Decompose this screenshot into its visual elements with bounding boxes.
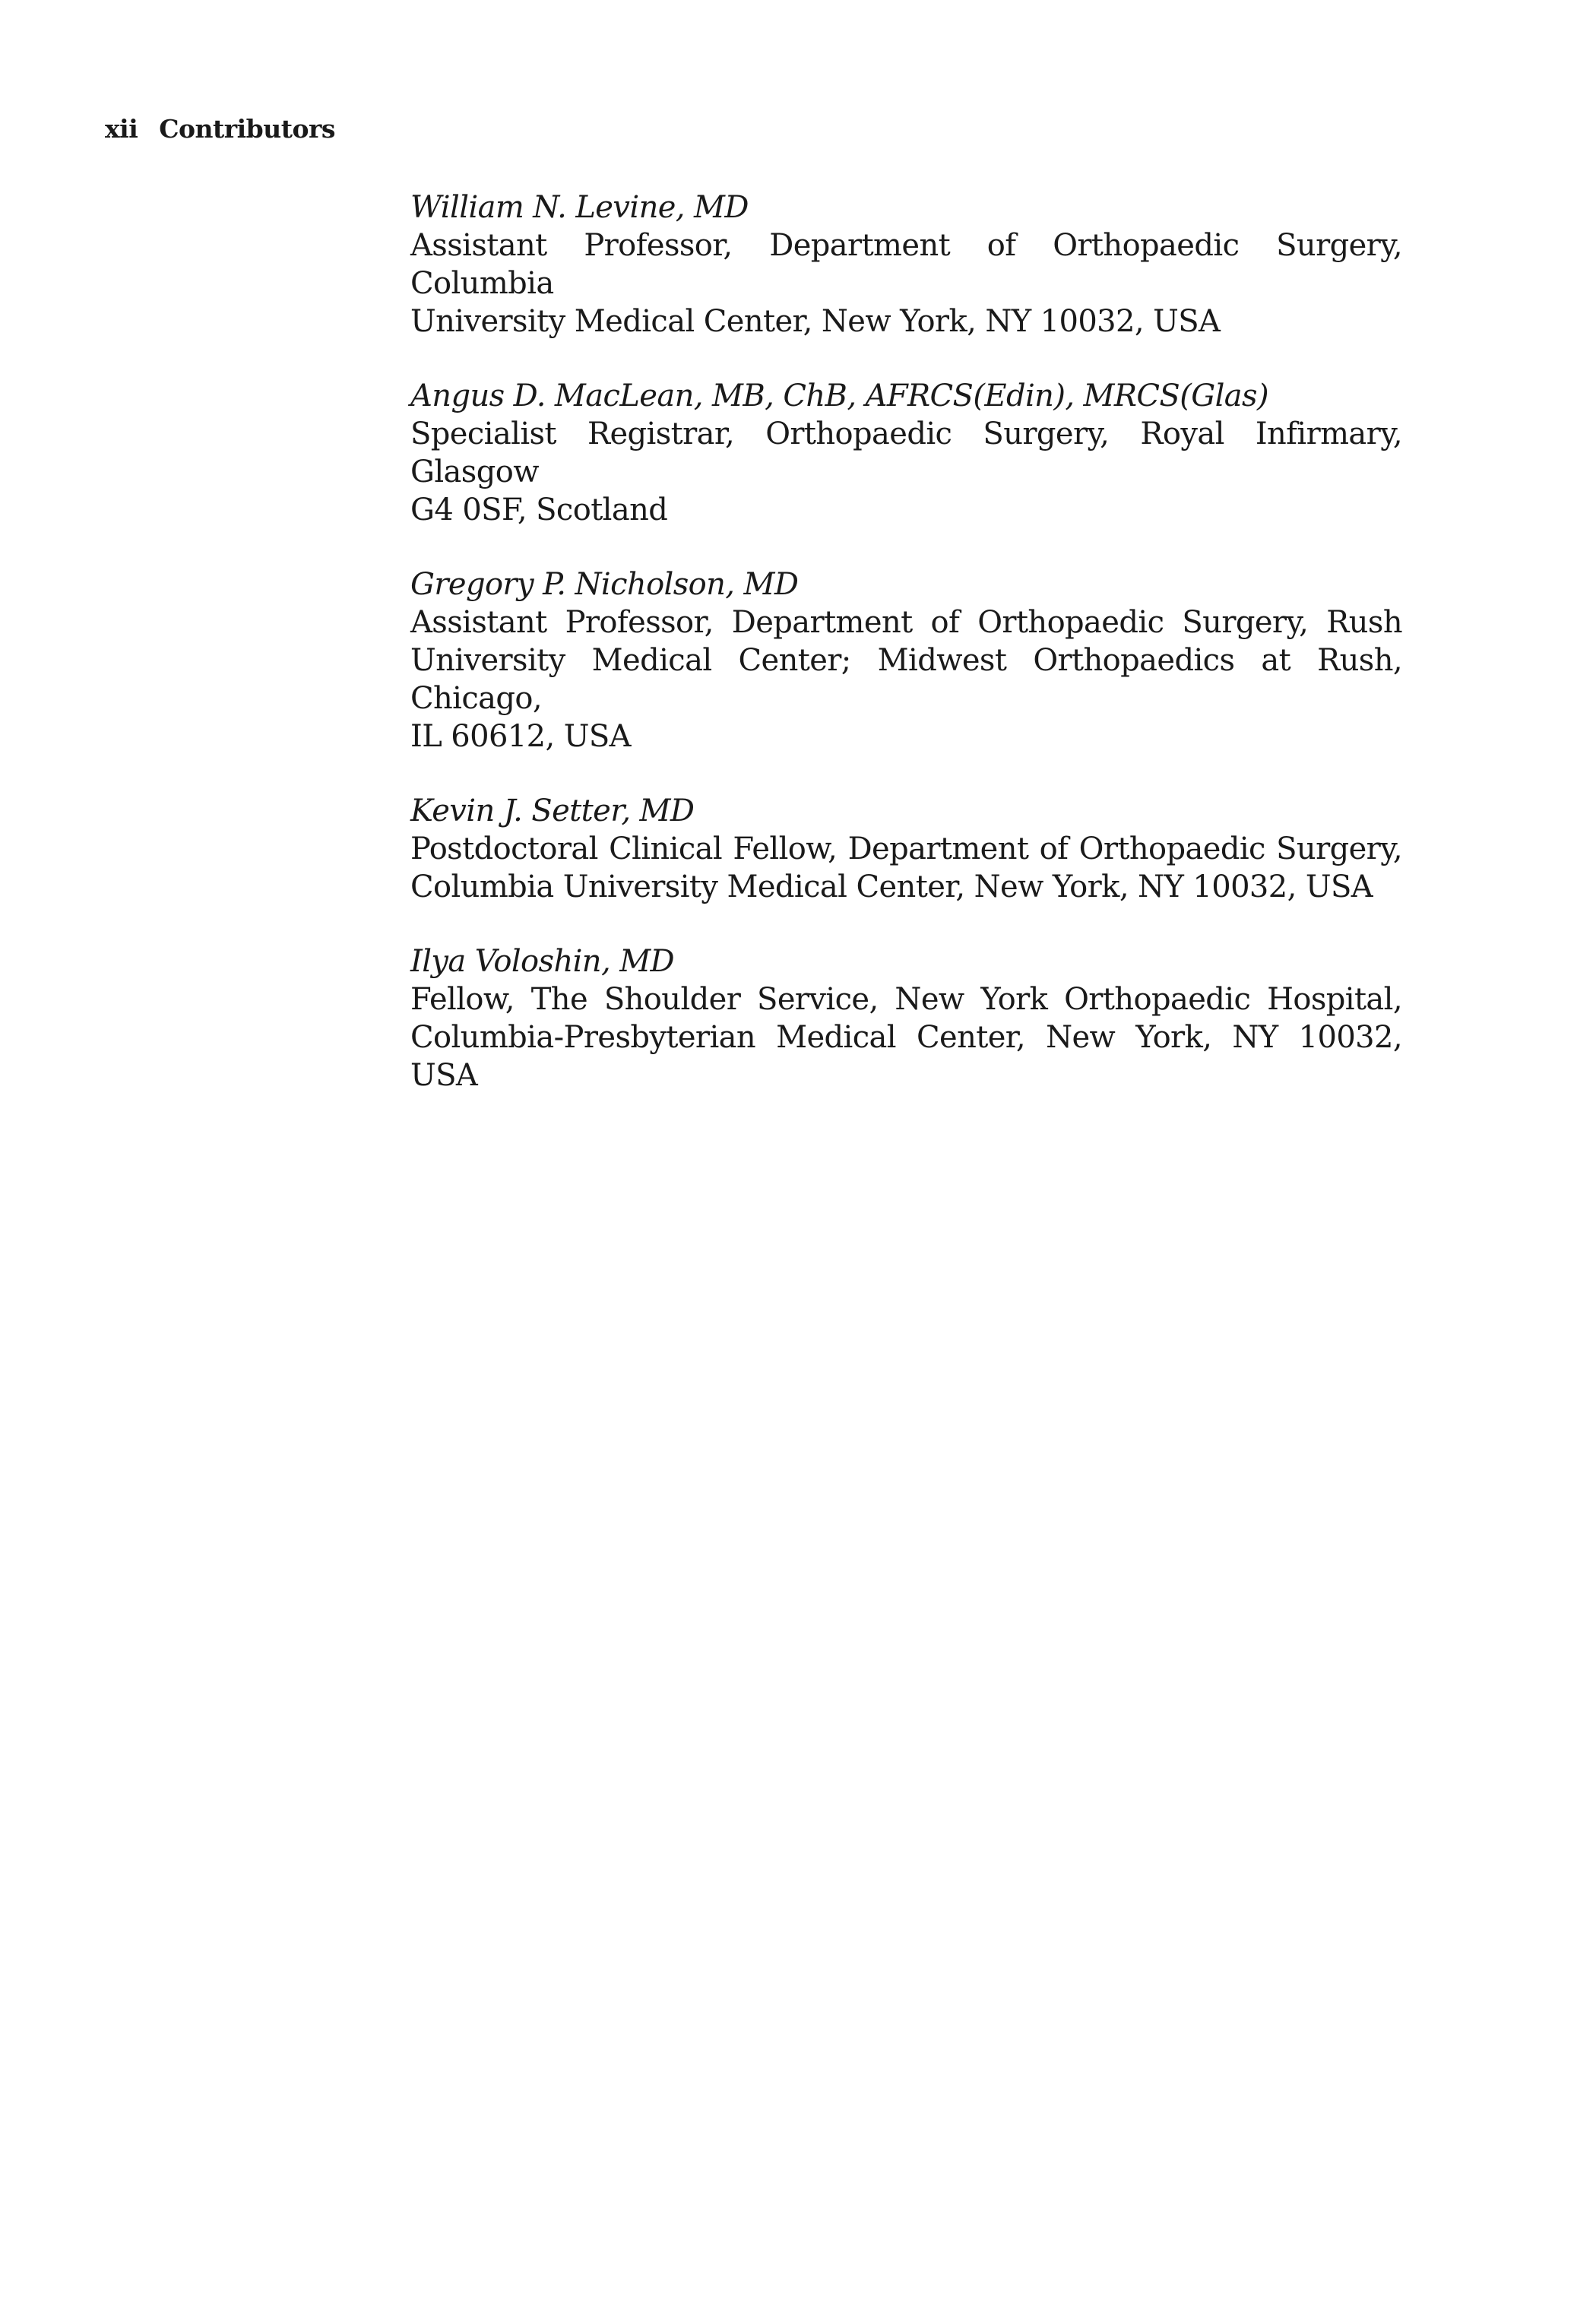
affiliation-line: G4 0SF, Scotland <box>410 493 668 527</box>
affiliation-line: University Medical Center, New York, NY 10032, USA <box>410 304 1221 339</box>
contributor-affiliation <box>410 415 1402 529</box>
contributor-entry <box>410 188 1402 340</box>
section-title: Contributors <box>159 114 335 144</box>
contributor-name: Ilya Voloshin, MD <box>410 944 675 979</box>
contributor-entry <box>410 792 1402 906</box>
affiliation-line: Assistant Professor, Department of Orthopaedic Surgery, Columbia <box>410 228 1402 301</box>
contributor-affiliation <box>410 830 1402 906</box>
contributor-name: Gregory P. Nicholson, MD <box>410 567 799 602</box>
affiliation-line: Columbia-Presbyterian Medical Center, New York, NY 10032, USA <box>410 1020 1402 1093</box>
page-number: xii <box>105 114 138 144</box>
contributor-affiliation <box>410 980 1402 1094</box>
running-header <box>105 114 335 144</box>
contributor-name: Angus D. MacLean, MB, ChB, AFRCS(Edin), MRCS(Glas) <box>410 378 1268 413</box>
affiliation-line: Specialist Registrar, Orthopaedic Surgery, Royal Infirmary, Glasgow <box>410 417 1402 489</box>
contributor-entry <box>410 942 1402 1094</box>
affiliation-line: Fellow, The Shoulder Service, New York Orthopaedic Hospital, <box>410 982 1402 1017</box>
contributor-list <box>410 188 1402 1131</box>
affiliation-line: Postdoctoral Clinical Fellow, Department of Orthopaedic Surgery, <box>410 831 1402 866</box>
affiliation-line: Columbia University Medical Center, New York, NY 10032, USA <box>410 869 1373 904</box>
contributor-affiliation <box>410 226 1402 340</box>
contributor-name: Kevin J. Setter, MD <box>410 793 695 828</box>
affiliation-line: University Medical Center; Midwest Orthopaedics at Rush, Chicago, <box>410 643 1402 716</box>
contributor-entry <box>410 377 1402 529</box>
affiliation-line: Assistant Professor, Department of Orthopaedic Surgery, Rush <box>410 605 1402 640</box>
contributor-name: William N. Levine, MD <box>410 190 749 225</box>
affiliation-line: IL 60612, USA <box>410 719 631 754</box>
contributor-affiliation <box>410 603 1402 755</box>
contributor-entry <box>410 565 1402 755</box>
